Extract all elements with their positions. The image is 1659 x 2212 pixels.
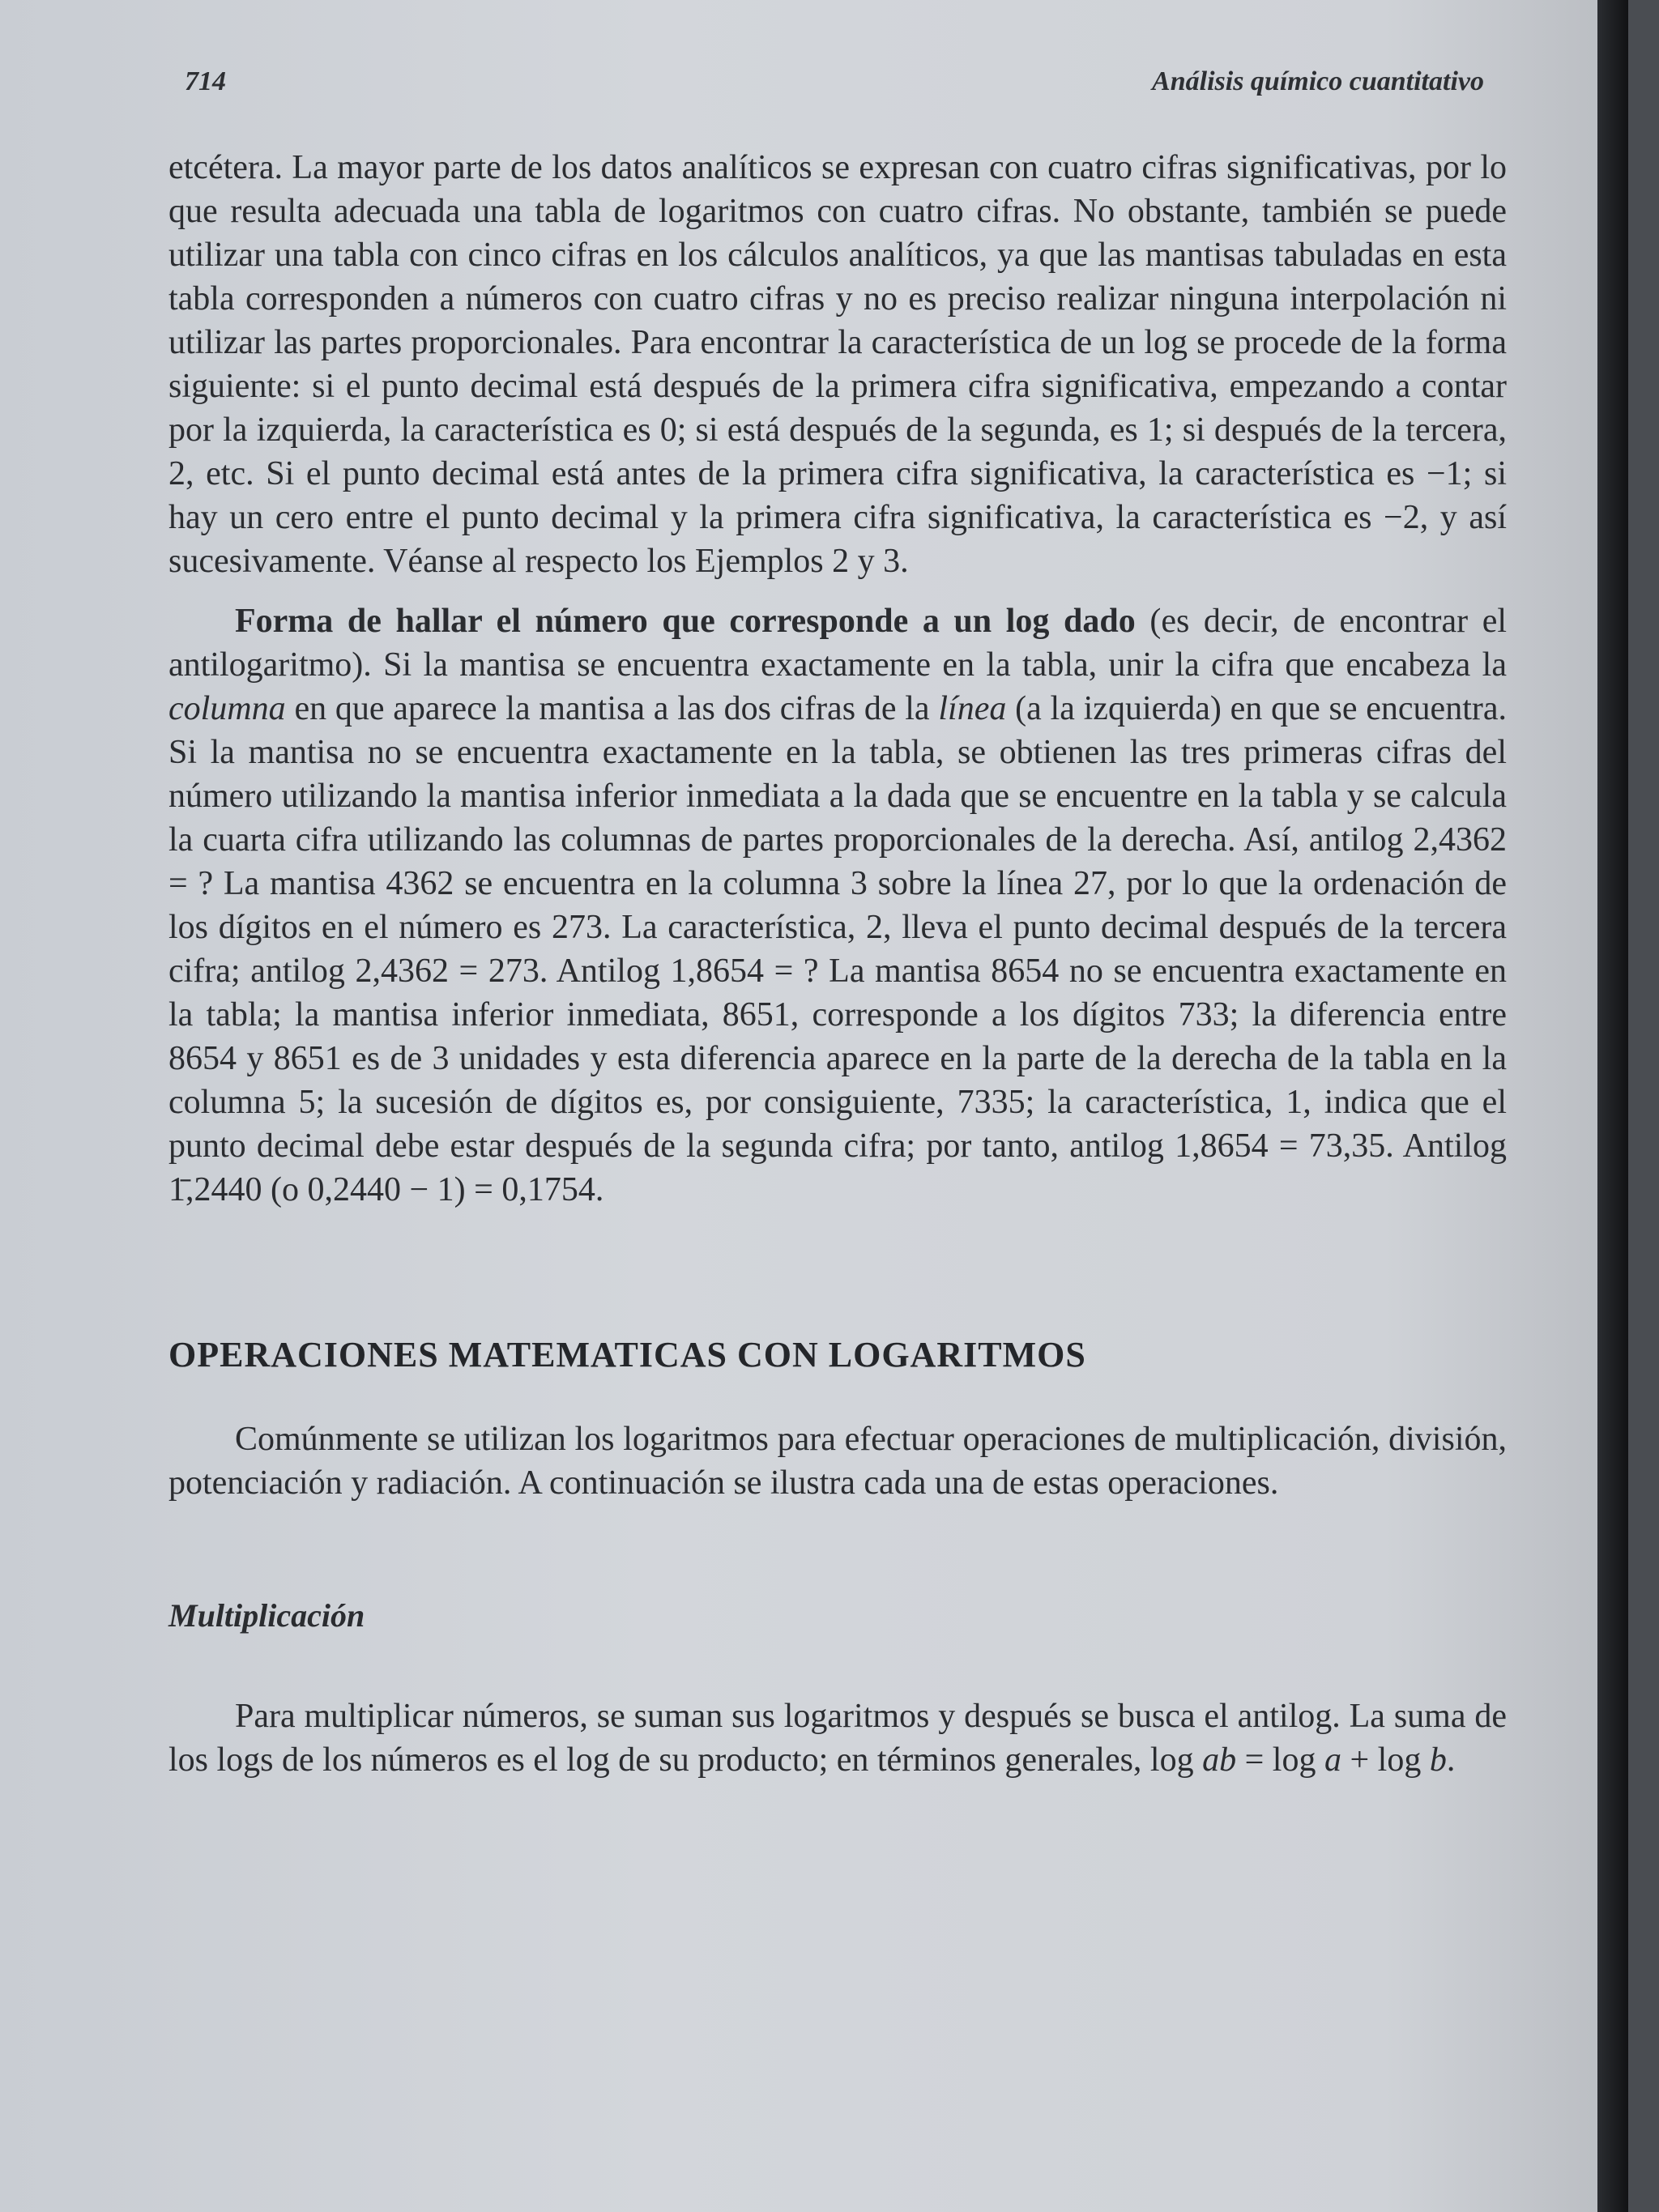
paragraph-operations-intro: Comúnmente se utilizan los logaritmos para efectuar operaciones de multiplicación, división, potenciación y radiación. A continuación se ilustra cada una de estas operaciones. xyxy=(168,1421,1507,1502)
page-body xyxy=(168,146,1507,1782)
page-number: 714 xyxy=(185,66,226,96)
running-title: Análisis químico cuantitativo xyxy=(1152,66,1484,96)
paragraph-antilog-lead: Forma de hallar el número que corresponde a un log dado xyxy=(235,603,1136,640)
paragraph-antilog: Forma de hallar el número que corresponde a un log dado (es decir, de encontrar el antilogaritmo). Si la mantisa se encuentra exactamente en la tabla, unir la cifra que encabeza la columna en que aparece la mantisa a las dos cifras de la línea (a la izquierda) en que se encuentra. Si la mantisa no se encuentra exactamente en la tabla, se obtienen las tres primeras cifras del número utilizando la mantisa inferior inmediata a la dada que se encuentre en la tabla y se calcula la cuarta cifra utilizando las columnas de partes proporcionales de la derecha. Así, antilog 2,4362 = ? La mantisa 4362 se encuentra en la columna 3 sobre la línea 27, por lo que la ordenación de los dígitos en el número es 273. La característica, 2, lleva el punto decimal después de la tercera cifra; antilog 2,4362 = 273. Antilog 1,8654 = ? La mantisa 8654 no se encuentra exactamente en la tabla; la mantisa inferior inmediata, 8651, corresponde a los dígitos 733; la diferencia entre 8654 y 8651 es de 3 unidades y esta diferencia aparece en la parte de la derecha de la tabla en la columna 5; la sucesión de dígitos es, por consiguiente, 7335; la característica, 1, indica que el punto decimal debe estar después de la segunda cifra; por tanto, antilog 1,8654 = 73,35. Antilog 1̄,2440 (o 0,2440 − 1) = 0,1754. xyxy=(168,603,1508,1208)
subsection-title: Multiplicación xyxy=(168,1597,365,1634)
paragraph-multiplication: Para multiplicar números, se suman sus logaritmos y después se busca el antilog. La suma de los logs de los números es el log de su producto; en términos generales, log ab = log a + log b. xyxy=(168,1698,1507,1779)
paragraph-characteristic: etcétera. La mayor parte de los datos analíticos se expresan con cuatro cifras significativas, por lo que resulta adecuada una tabla de logaritmos con cuatro cifras. No obstante, también se puede utilizar una tabla con cinco cifras en los cálculos analíticos, ya que las mantisas tabuladas en esta tabla corresponden a números con cuatro cifras y no es preciso realizar ninguna interpolación ni utilizar las partes proporcionales. Para encontrar la característica de un log se procede de la forma siguiente: si el punto decimal está después de la primera cifra significativa, empezando a contar por la izquierda, la característica es 0; si está después de la segunda, es 1; si después de la tercera, 2, etc. Si el punto decimal está antes de la primera cifra significativa, la característica es −1; si hay un cero entre el punto decimal y la primera cifra significativa, la característica es −2, y así sucesivamente. Véanse al respecto los Ejemplos 2 y 3. xyxy=(168,149,1507,580)
book-spine-shadow xyxy=(1597,0,1628,2212)
section-title: OPERACIONES MATEMATICAS CON LOGARITMOS xyxy=(168,1335,1086,1375)
page-header xyxy=(185,66,1484,107)
